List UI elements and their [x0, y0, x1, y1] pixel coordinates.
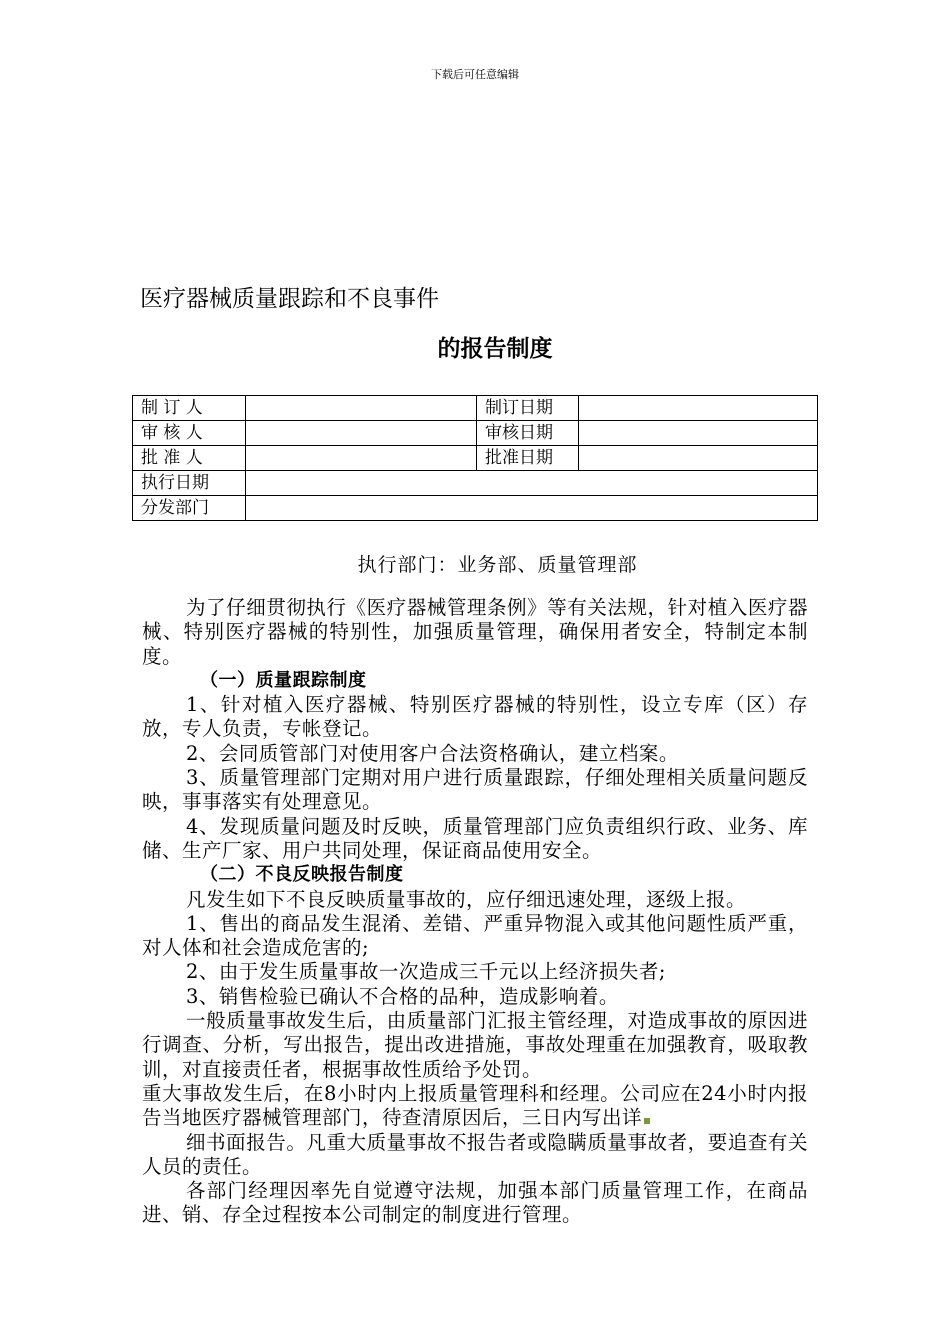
document-title-line2: 的报告制度	[437, 336, 553, 362]
table-row	[133, 421, 818, 446]
drafter-label: 制 订 人	[133, 396, 246, 421]
table-row	[133, 496, 818, 521]
approver-value	[246, 446, 477, 471]
section-2-intro: 凡发生如下不良反映质量事故的，应仔细迅速处理，逐级上报。	[186, 887, 747, 911]
draft-date-label: 制订日期	[477, 396, 579, 421]
section-2-item-2: 2、由于发生质量事故一次造成三千元以上经济损失者;	[186, 960, 666, 984]
distribution-label: 分发部门	[133, 496, 246, 521]
reviewer-value	[246, 421, 477, 446]
document-body	[142, 596, 808, 1228]
section-1-item-1: 1、针对植入医疗器械、特别医疗器械的特别性，设立专库（区）存放，专人负责，专帐登记。	[142, 693, 808, 741]
major-accident-text: 重大事故发生后，在8小时内上报质量管理科和经理。公司应在24小时内报告当地医疗器械管理部门，待查清原因后，三日内写出详	[142, 1081, 808, 1130]
effective-date-label: 执行日期	[133, 471, 246, 496]
effective-date-value	[246, 471, 818, 496]
header-note: 下载后可任意编辑	[431, 68, 519, 81]
section-1-heading: （一）质量跟踪制度	[200, 669, 367, 691]
review-date-label: 审核日期	[477, 421, 579, 446]
section-1-item-3: 3、质量管理部门定期对用户进行质量跟踪，仔细处理相关质量问题反映，事事落实有处理意见。	[142, 766, 808, 814]
general-accident-paragraph: 一般质量事故发生后，由质量部门汇报主管经理，对造成事故的原因进行调查、分析，写出报告，提出改进措施，事故处理重在加强教育，吸取教训，对直接责任者，根据事故性质给予处罚。	[142, 1009, 808, 1081]
approval-table	[132, 395, 818, 521]
department-manager-paragraph: 各部门经理因率先自觉遵守法规，加强本部门质量管理工作，在商品进、销、存全过程按本公司制定的制度进行管理。	[142, 1179, 808, 1227]
drafter-value	[246, 396, 477, 421]
anchor-marker-icon	[644, 1118, 650, 1124]
intro-paragraph: 为了仔细贯彻执行《医疗器械管理条例》等有关法规，针对植入医疗器械、特别医疗器械的特别性，加强质量管理，确保用者安全，特制定本制度。	[142, 596, 808, 668]
document-title-line1: 医疗器械质量跟踪和不良事件	[140, 286, 439, 312]
section-1-item-4: 4、发现质量问题及时反映，质量管理部门应负责组织行政、业务、库储、生产厂家、用户共同处理，保证商品使用安全。	[142, 814, 808, 862]
major-accident-paragraph	[142, 1082, 808, 1131]
table-row	[133, 446, 818, 471]
table-row	[133, 396, 818, 421]
table-row	[133, 471, 818, 496]
approver-label: 批 准 人	[133, 446, 246, 471]
reviewer-label: 审 核 人	[133, 421, 246, 446]
approve-date-label: 批准日期	[477, 446, 579, 471]
distribution-value	[246, 496, 818, 521]
executing-department: 执行部门：业务部、质量管理部	[357, 554, 638, 576]
approve-date-value	[579, 446, 818, 471]
section-2-item-3: 3、销售检验已确认不合格的品种，造成影响着。	[186, 984, 619, 1008]
section-2-item-1: 1、售出的商品发生混淆、差错、严重异物混入或其他问题性质严重，对人体和社会造成危害的;	[142, 911, 808, 960]
section-1-item-2: 2、会同质管部门对使用客户合法资格确认，建立档案。	[186, 741, 679, 765]
review-date-value	[579, 421, 818, 446]
section-2-heading: （二）不良反映报告制度	[200, 864, 404, 886]
draft-date-value	[579, 396, 818, 421]
written-report-paragraph: 细书面报告。凡重大质量事故不报告者或隐瞒质量事故者，要追查有关人员的责任。	[142, 1130, 808, 1178]
